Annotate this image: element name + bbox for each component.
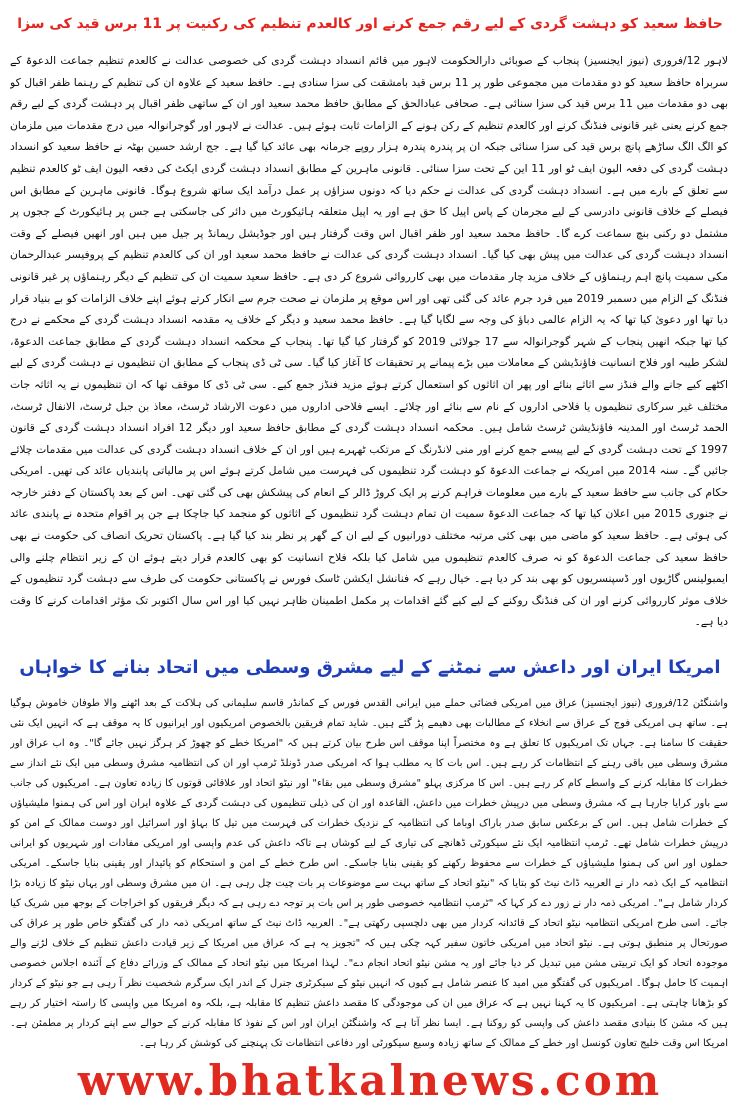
headline-hafiz-saeed-verdict: حافظ سعید کو دہشت گردی کے لیے رقم جمع کرنے اور کالعدم تنظیم کی رکنیت پر 11 برس قید کی سزا <box>17 16 723 32</box>
article-hafiz-saeed-body: لاہور 12/فروری (نیوز ایجنسیز) پنجاب کے صوبائی دارالحکومت لاہور میں قائم انسداد دہشت گردی کی خصوصی عدالت نے کالعدم تنظیم جماعت الدعوۃ کے سربراہ حافظ سعید کو دو مقدمات میں مجموعی طور پر 11 برس قید بامشقت کی سزا سنادی ہے۔ حافظ سعید کے علاوہ ان کی تنظیم کے رہنما ظفر اقبال کو بھی دو مقدمات میں 11 برس قید کی سزا سنائی ہے۔ صحافی عبادالحق کے مطابق حافظ محمد سعید اور ان کے ساتھی ظفر اقبال پر دہشت گردی کے لیے رقم جمع کرنے یعنی غیر قانونی فنڈنگ کرنے اور کالعدم تنظیم کے رکن ہونے کے الزامات ثابت ہوئے ہیں۔ عدالت نے لاہور اور گوجرانوالہ میں درج مقدمات میں ملزمان کو الگ الگ ساڑھے پانچ برس قید کی سزا سنائی جبکہ ان پر پندرہ پندرہ ہزار روپے جرمانہ بھی عائد کیا گیا ہے۔ جج ارشد حسین بھٹہ نے حافظ سعید کو انسداد دہشت گردی کی دفعہ الیون ایف ٹو اور 11 این کے تحت سزا سنائی۔ قانونی ماہرین کے مطابق انسداد دہشت گردی ایکٹ کی دفعہ الیون ایف ٹو کالعدم تنظیم سے تعلق کے بارے میں ہے۔ انسداد دہشت گردی کی عدالت نے حکم دیا کہ دونوں سزاؤں پر عمل درآمد ایک ساتھ شروع ہوگا۔ قانونی ماہرین کے مطابق اس فیصلے کے خلاف قانونی دادرسی کے لیے مجرمان کے پاس اپیل کا حق ہے اور یہ اپیل متعلقہ ہائیکورٹ میں دائر کی جاسکتی ہے جس پر ہائیکورٹ کے ججوں پر مشتمل دو رکنی بنچ سماعت کرے گا۔ حافظ محمد سعید اور ظفر اقبال اس وقت گرفتار ہیں اور جوڈیشل ریمانڈ پر جیل میں ہیں اور انھیں فیصلے کے وقت انسداد دہشت گردی کی عدالت میں پیش بھی کیا گیا۔ انسداد دہشت گردی کی عدالت نے حافظ محمد سعید اور ان کی کالعدم تنظیم کے پروفیسر عبدالرحمان مکی سمیت پانچ اہم رہنماؤں کے خلاف مزید چار مقدمات میں بھی کارروائی شروع کر دی ہے۔ حافظ سعید سمیت ان کی تنظیم کے دیگر رہنماؤں پر غیر قانونی فنڈنگ کے الزام میں دسمبر 2019 میں فرد جرم عائد کی گئی تھی اور اس موقع پر ملزمان نے صحت جرم سے انکار کرتے ہوئے اپنے خلاف الزامات کو بے بنیاد قرار دیا تھا اور دعویٰ کیا تھا کہ یہ الزام عالمی دباؤ کی وجہ سے لگایا گیا ہے۔ حافظ محمد سعید و دیگر کے خلاف یہ مقدمہ انسداد دہشت گردی کے محکمے نے درج کیا تھا جبکہ انھیں پنجاب کے شہر گوجرانوالہ سے 17 جولائی 2019 کو گرفتار کیا گیا تھا۔ پنجاب کے محکمہ انسداد دہشت گردی کے مطابق جماعت الدعوۃ، لشکر طیبہ اور فلاح انسانیت فاؤنڈیشن کے معاملات میں بڑے پیمانے پر تحقیقات کا آغاز کیا گیا۔ سی ٹی ڈی پنجاب کے مطابق ان تنظیموں نے دہشت گردی کے لیے اکٹھے کیے جانے والے فنڈز سے اثاثے بنائے اور پھر ان اثاثوں کو استعمال کرتے ہوئے مزید فنڈز جمع کیے۔ سی ٹی ڈی کا موقف تھا کہ ان تنظیموں نے یہ اثاثہ جات مختلف غیر سرکاری تنظیموں یا فلاحی اداروں کے نام سے بنائے اور چلائے۔ ایسے فلاحی اداروں میں دعوت الارشاد ٹرسٹ، معاذ بن جبل ٹرسٹ، الانفال ٹرسٹ، الحمد ٹرسٹ اور المدینہ فاؤنڈیشن ٹرسٹ شامل ہیں۔ محکمہ انسداد دہشت گردی کے مطابق حافظ سعید اور دیگر 12 افراد انسداد دہشت گردی کے قانون 1997 کے تحت دہشت گردی کے لیے پیسے جمع کرنے اور منی لانڈرنگ کے مرتکب ٹھہرے ہیں اور ان کے خلاف انسداد دہشت گردی کی عدالت میں مقدمات چلائے جائیں گے۔ سنہ 2014 میں امریکہ نے جماعت الدعوۃ کو دہشت گرد تنظیموں کی فہرست میں شامل کرتے ہوئے اس پر مالیاتی پابندیاں عائد کی تھیں۔ امریکی حکام کی جانب سے حافظ سعید کے بارے میں معلومات فراہم کرنے پر ایک کروڑ ڈالر کے انعام کی پیشکش بھی کی گئی تھی۔ اس کے بعد پاکستان کے دفتر خارجہ نے جنوری 2015 میں اعلان کیا تھا کہ جماعت الدعوۃ سمیت ان تمام دہشت گرد تنظیموں کے اثاثوں کو منجمد کیا جاچکا ہے جن پر اقوام متحدہ نے پابندی عائد کی ہوئی ہے۔ حافظ سعید کو ماضی میں بھی کئی مرتبہ مختلف دورانیوں کے لیے ان کے گھر پر نظر بند کیا گیا ہے۔ پاکستان تحریک انصاف کی حکومت نے بھی حافظ سعید کی جماعت الدعوۃ کو نہ صرف کالعدم تنظیموں میں شامل کیا بلکہ فلاح انسانیت کو بھی کالعدم قرار دیتے ہوئے ان کے زیر انتظام چلنے والی ایمبولینس گاڑیوں اور ڈسپنسریوں کو بھی بند کر دیا ہے۔ خیال رہے کہ فنانشل ایکشن ٹاسک فورس نے پاکستانی حکومت کی طرف سے دہشت گرد تنظیموں کے خلاف موثر کارروائی کرنے اور ان کی فنڈنگ روکنے کے لیے کیے گئے اقدامات پر مکمل اطمینان ظاہر نہیں کیا اور اس سال اکتوبر تک مؤثر اقدامات کرنے کا وقت دیا ہے۔ <box>10 54 728 629</box>
article-us-alliance-body: واشنگٹن 12/فروری (نیوز ایجنسیز) عراق میں امریکی فضائی حملے میں ایرانی القدس فورس کے کمانڈر قاسم سلیمانی کی ہلاکت کے بعد اٹھنے والا طوفان خاموش ہوگیا ہے۔ ساتھ ہی امریکی فوج کے عراق سے انخلاء کے مطالبات بھی دھیمے پڑ گئے ہیں۔ شاید تمام فریقین بالخصوص امریکیوں اور ایرانیوں کا یہ موقف ہے کہ انہیں ایک نئی حقیقت کا سامنا ہے۔ جہاں تک امریکیوں کا تعلق ہے وہ مختصراً اپنا موقف اس طرح بیان کرتے ہیں کہ "امریکا خطے کو چھوڑ کر ہرگز نہیں جائے گا"۔ وہ اب عراق اور مشرق وسطی میں باقی رہنے کے انتظامات کر رہے ہیں۔ اس بات کا یہ مطلب ہوا کہ امریکی صدر ڈونلڈ ٹرمپ اور ان کی انتظامیہ مشرق وسطی میں ایک نئے انداز سے خطرات کا مقابلہ کرنے کے واسطے کام کر رہے ہیں۔ اس کا مرکزی پہلو "مشرق وسطی میں بقاء" اور نیٹو اتحاد اور علاقائی قوتوں کا زیادہ تعاون ہے۔ امریکیوں کی جانب سے باور کرایا جارہا ہے کہ مشرق وسطی میں درپیش خطرات میں داعش، القاعدہ اور ان کی ذیلی تنظیموں کی دہشت گردی کے علاوہ ایران اور اس کی ہمنوا ملیشیاؤں کے خطرات شامل ہیں۔ اس کے برعکس سابق صدر باراک اوباما کی انتظامیہ کے نزدیک خطرات کی فہرست میں تیل کا بہاؤ اور اسرائیل اور دوست ممالک کے امن کو درپیش خطرات شامل تھے۔ ٹرمپ انتظامیہ ایک نئے سیکورٹی ڈھانچے کی تیاری کے لیے کوشاں ہے تاکہ داعش کی عدم واپسی اور امریکی مفادات اور شہریوں کو ایرانی حملوں اور اس کی ہمنوا ملیشیاؤں کے خطرات سے محفوظ رکھنے کو یقینی بنایا جاسکے۔ اس طرح خطے کے امن و استحکام کو پائیدار اور یقینی بنایا جاسکے۔ امریکی انتظامیہ کے ایک ذمہ دار نے العربیہ ڈاٹ نیٹ کو بتایا کہ "نیٹو اتحاد کے ساتھ بہت سے موضوعات پر بات چیت چل رہی ہے۔ ان میں مشرق وسطی اور یہاں نیٹو کا زیادہ بڑا کردار شامل ہے"۔ امریکی ذمہ دار نے زور دے کر کہا کہ "ٹرمپ انتظامیہ خصوصی طور پر اس بات پر توجہ دے رہی ہے کہ دیگر فریقوں کو اخراجات کے بوجھ میں شریک کیا جائے۔ اسی طرح امریکی انتظامیہ نیٹو اتحاد کے قائدانہ کردار میں بھی دلچسپی رکھتی ہے"۔ العربیہ ڈاٹ نیٹ کے ساتھ امریکی ذمہ دار کی گفتگو خاص طور پر عراق کی صورتحال پر منطبق ہوتی ہے۔ نیٹو اتحاد میں امریکی خاتون سفیر کہہ چکی ہیں کہ "تجویز یہ ہے کہ عراق میں امریکا کے زیر قیادت داعش تنظیم کے خلاف لڑنے والے موجودہ اتحاد کو ایک تربیتی مشن میں تبدیل کر دیا جائے اور یہ مشن نیٹو اتحاد انجام دے"۔ لہذا امریکا میں نیٹو اتحاد کے ممالک کے وزرائے دفاع کے آئندہ اجلاس خصوصی اہمیت کا حامل ہوگا۔ امریکیوں کی گفتگو میں امید کا عنصر شامل ہے کیوں کہ انہیں نیٹو کے سیکرٹری جنرل کے اندر ایک سرگرم شخصیت نظر آ رہی ہے جو نیٹو کے کردار کو بڑھانا چاہتی ہے۔ امریکیوں کا یہ کہنا نہیں ہے کہ عراق میں ان کی موجودگی کا مقصد داعش تنظیم کا مقابلہ ہے، بلکہ وہ امریکا میں واپسی کا راستہ اختیار کر رہے ہیں کہ مشن کا بنیادی مقصد داعش کی واپسی کو روکنا ہے۔ ایسا نظر آتا ہے کہ واشنگٹن ایران اور اس کے نفوذ کا مقابلہ کرنے کے حوالے سے اپنے کردار پر مطمئن ہے۔ امریکا اس وقت خلیج تعاون کونسل اور خطے کے ممالک کے ساتھ زیادہ وسیع سیکورٹی اور دفاعی انتظامات تک پہنچنے کی کوشش کر رہا ہے۔ <box>10 698 728 1049</box>
site-watermark-footer: www.bhatkalnews.com <box>77 1056 663 1105</box>
headline-us-middle-east-alliance: امریکا ایران اور داعش سے نمٹنے کے لیے مشرق وسطی میں اتحاد بنانے کا خواہاں <box>19 657 721 678</box>
